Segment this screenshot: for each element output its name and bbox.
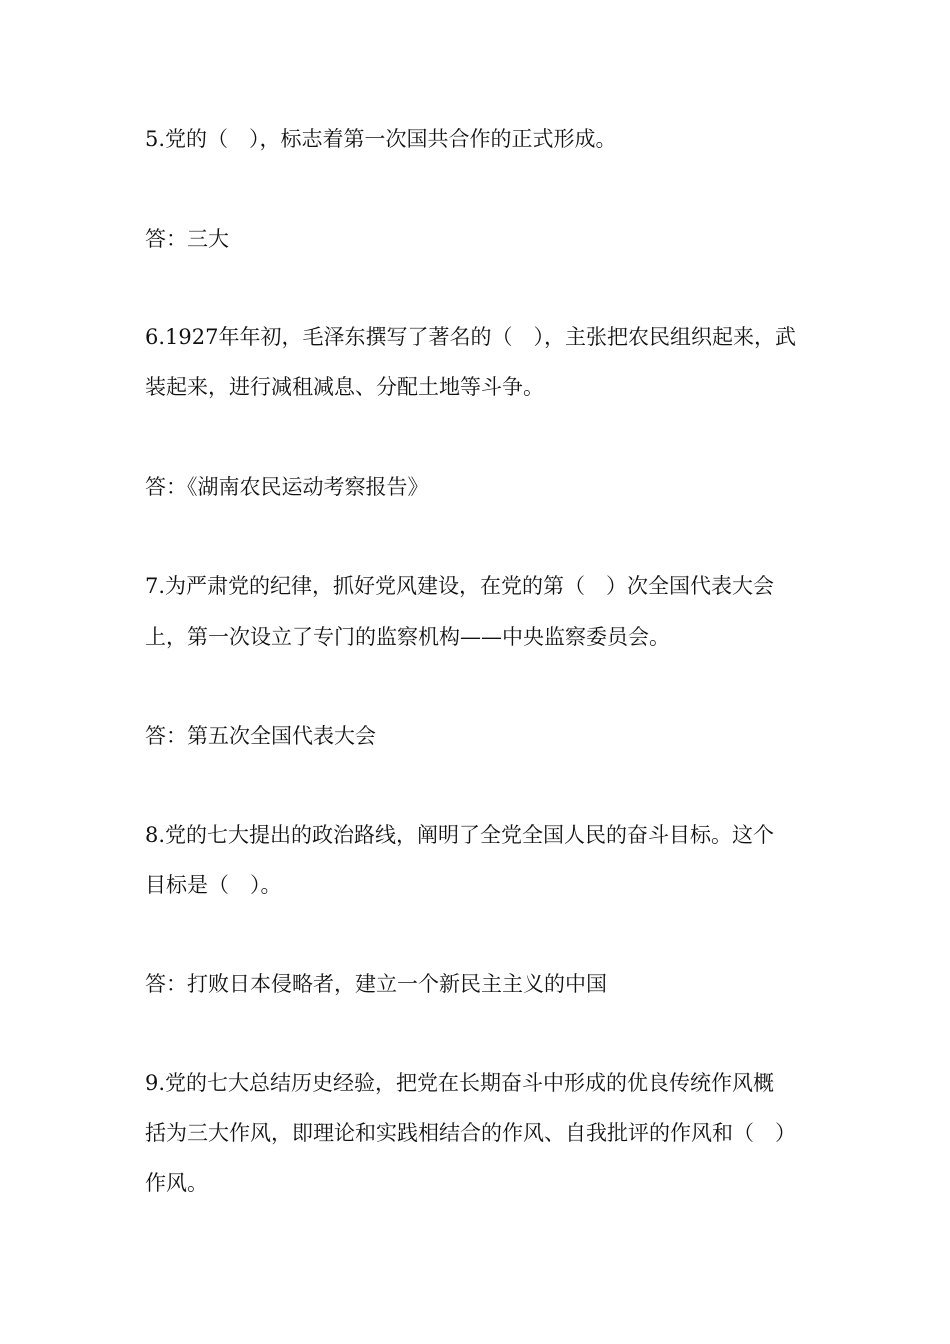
question-5-line-1: 5.党的（ ），标志着第一次国共合作的正式形成。: [145, 127, 617, 151]
answer-8: 答：打败日本侵略者，建立一个新民主主义的中国: [145, 972, 607, 996]
question-6-line-1: 6.1927年年初，毛泽东撰写了著名的（ ），主张把农民组织起来，武: [145, 325, 796, 349]
answer-5: 答：三大: [145, 227, 229, 251]
question-9-line-1: 9.党的七大总结历史经验，把党在长期奋斗中形成的优良传统作风概: [145, 1071, 775, 1095]
question-9-line-3: 作风。: [145, 1171, 208, 1195]
question-6-line-2: 装起来，进行减租减息、分配土地等斗争。: [145, 375, 544, 399]
question-8-line-2: 目标是（ ）。: [145, 873, 282, 897]
question-7-line-2: 上，第一次设立了专门的监察机构——中央监察委员会。: [145, 625, 670, 649]
question-8-line-1: 8.党的七大提出的政治路线，阐明了全党全国人民的奋斗目标。这个: [145, 823, 775, 847]
answer-6: 答：《湖南农民运动考察报告》: [145, 475, 429, 499]
question-7-line-1: 7.为严肃党的纪律，抓好党风建设，在党的第（ ）次全国代表大会: [145, 574, 775, 598]
answer-7: 答：第五次全国代表大会: [145, 724, 376, 748]
question-9-line-2: 括为三大作风，即理论和实践相结合的作风、自我批评的作风和（ ）: [145, 1121, 796, 1145]
